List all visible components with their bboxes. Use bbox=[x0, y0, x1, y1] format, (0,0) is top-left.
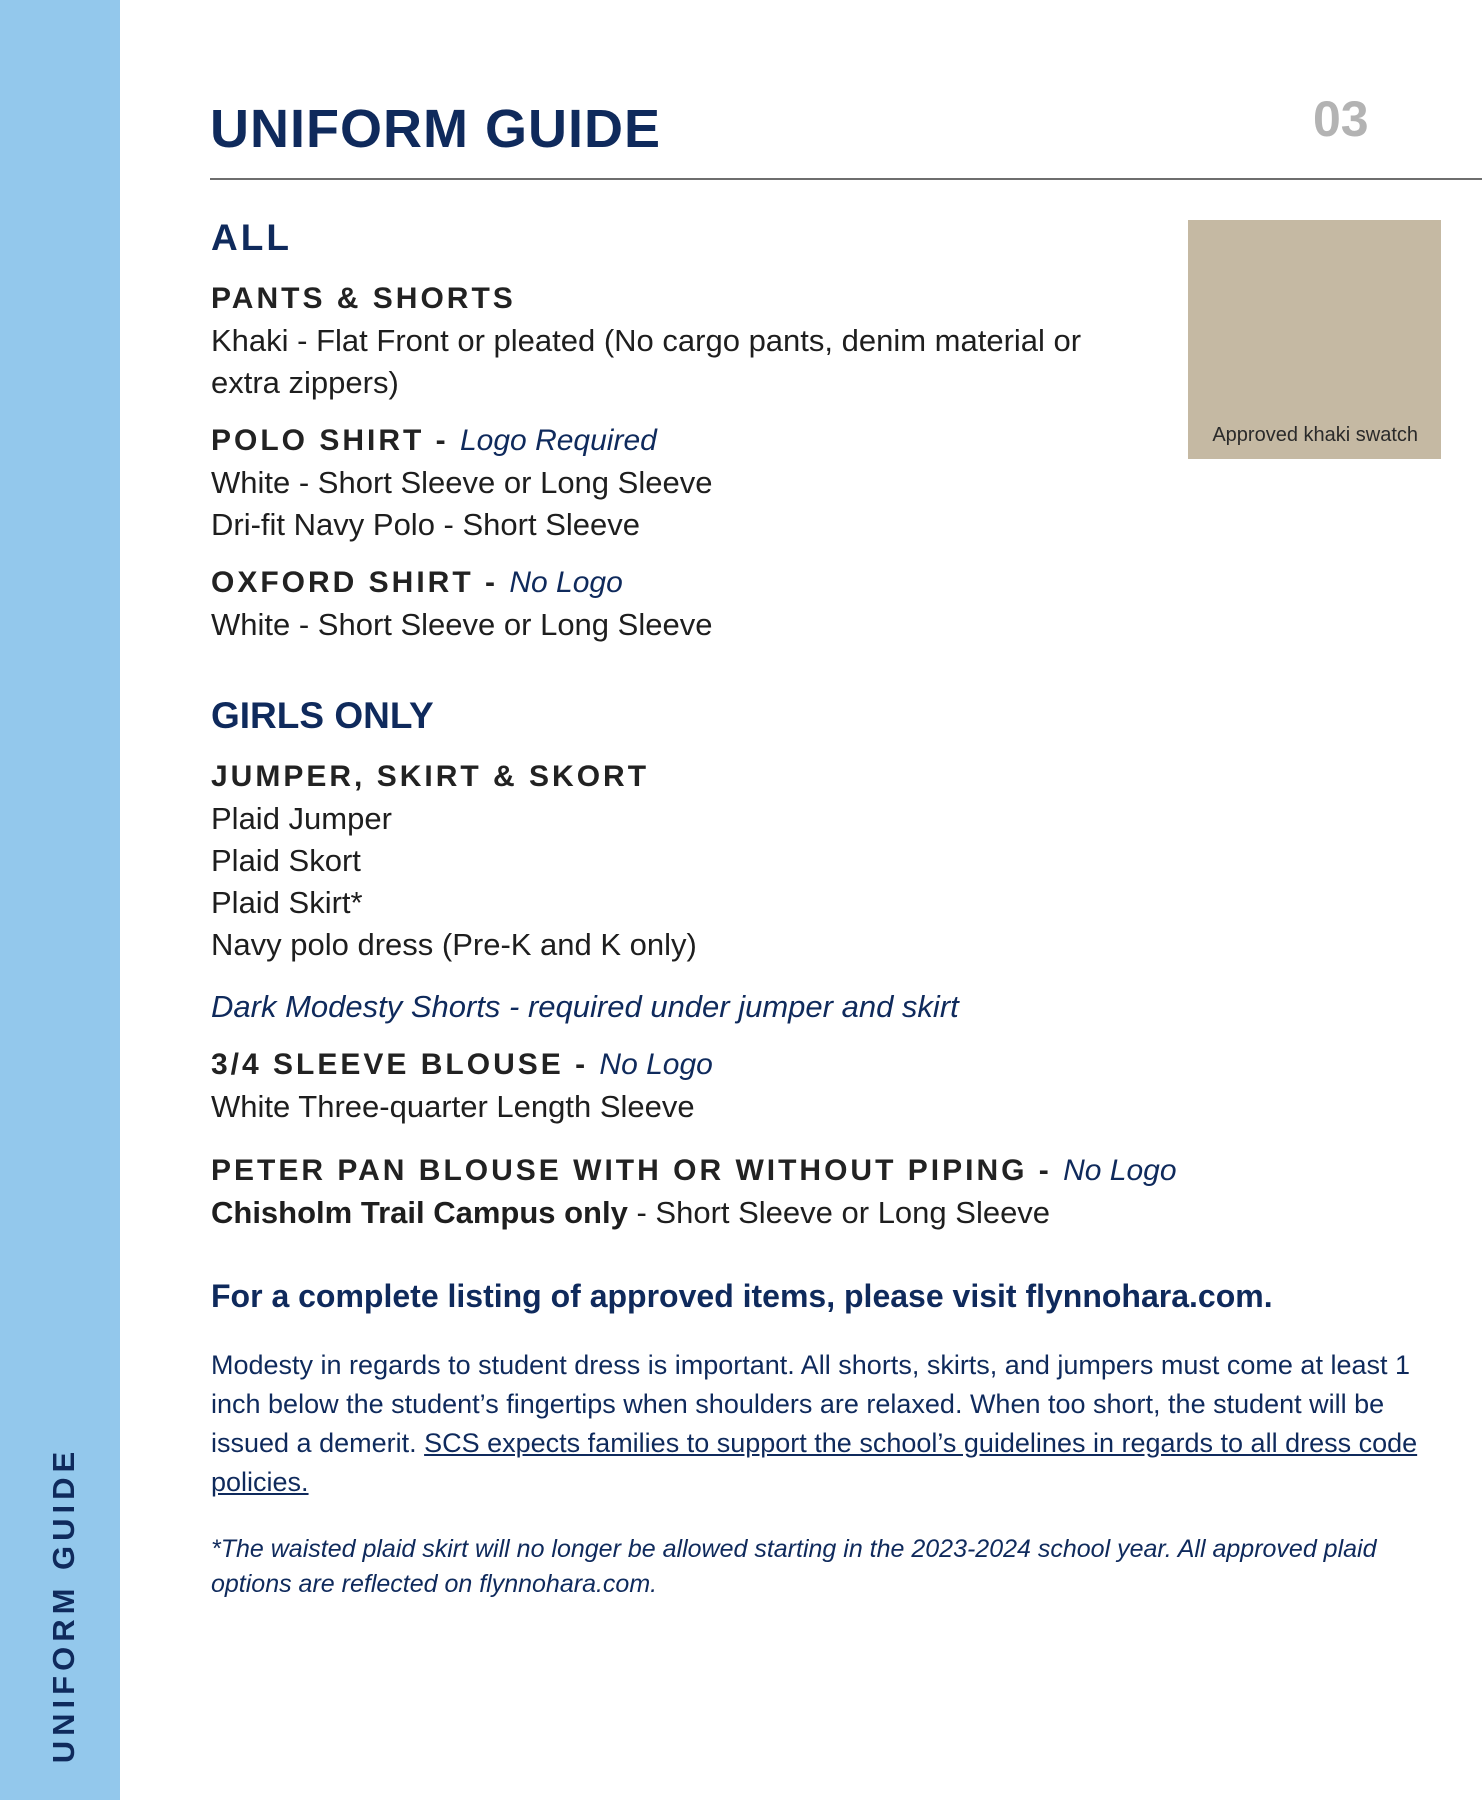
peterpan-note: No Logo bbox=[1063, 1154, 1177, 1187]
section-title-all: ALL bbox=[211, 217, 292, 258]
content bbox=[211, 212, 1431, 1602]
jumper-item: Plaid Jumper bbox=[211, 801, 392, 836]
jumper-item: Plaid Skirt* bbox=[211, 885, 363, 920]
section-title-girls: GIRLS ONLY bbox=[211, 695, 434, 736]
title-divider bbox=[210, 178, 1482, 180]
polo-heading-text: POLO SHIRT - bbox=[211, 424, 460, 457]
page-title: UNIFORM GUIDE bbox=[210, 99, 661, 159]
jumper-item: Navy polo dress (Pre-K and K only) bbox=[211, 927, 697, 962]
pants-line: Khaki - Flat Front or pleated (No cargo pants, denim material or extra zippers) bbox=[211, 323, 1082, 400]
modesty-paragraph bbox=[211, 1346, 1436, 1502]
polo-line-1: White - Short Sleeve or Long Sleeve bbox=[211, 465, 713, 500]
blouse34-note: No Logo bbox=[599, 1048, 713, 1081]
oxford-line-1: White - Short Sleeve or Long Sleeve bbox=[211, 607, 713, 642]
modesty-text: Modesty in regards to student dress is important. All shorts, skirts, and jumpers must come at least 1 inch below the student’s fingertips when shoulders are relaxed. When too short, the student will be issued a demerit. bbox=[211, 1350, 1410, 1458]
blouse34-heading bbox=[211, 1044, 1431, 1086]
pants-heading-text: PANTS & SHORTS bbox=[211, 282, 516, 315]
oxford-note: No Logo bbox=[509, 566, 623, 599]
peterpan-heading-text: PETER PAN BLOUSE WITH OR WITHOUT PIPING - bbox=[211, 1154, 1064, 1187]
blouse34-line-1: White Three-quarter Length Sleeve bbox=[211, 1089, 695, 1124]
jumper-heading bbox=[211, 756, 1431, 798]
page-number: 03 bbox=[1313, 91, 1369, 147]
peterpan-campus: Chisholm Trail Campus only bbox=[211, 1195, 628, 1230]
dress-code-link[interactable]: SCS expects families to support the school’s guidelines in regards to all dress code policies. bbox=[211, 1428, 1418, 1497]
sidebar-label: UNIFORM GUIDE bbox=[46, 1446, 81, 1764]
peterpan-heading bbox=[211, 1150, 1431, 1192]
polo-line-2: Dri-fit Navy Polo - Short Sleeve bbox=[211, 507, 640, 542]
jumper-item: Plaid Skort bbox=[211, 843, 361, 878]
blouse34-heading-text: 3/4 SLEEVE BLOUSE - bbox=[211, 1048, 600, 1081]
peterpan-line bbox=[211, 1192, 1431, 1234]
sidebar bbox=[0, 0, 120, 1800]
approved-items-callout: For a complete listing of approved items, please visit flynnohara.com. bbox=[211, 1278, 1273, 1314]
polo-heading bbox=[211, 420, 1431, 462]
oxford-heading-text: OXFORD SHIRT - bbox=[211, 566, 510, 599]
oxford-heading bbox=[211, 562, 1431, 604]
pants-heading bbox=[211, 278, 1431, 320]
peterpan-rest: - Short Sleeve or Long Sleeve bbox=[627, 1195, 1051, 1230]
swatch-caption: Approved khaki swatch bbox=[1212, 424, 1418, 446]
jumper-heading-text: JUMPER, SKIRT & SKORT bbox=[211, 760, 650, 793]
modesty-shorts-note: Dark Modesty Shorts - required under jumper and skirt bbox=[211, 989, 959, 1024]
footnote: *The waisted plaid skirt will no longer be allowed starting in the 2023-2024 school year. All approved plaid options are reflected on flynnohara.com. bbox=[211, 1535, 1377, 1598]
polo-note: Logo Required bbox=[460, 424, 657, 457]
